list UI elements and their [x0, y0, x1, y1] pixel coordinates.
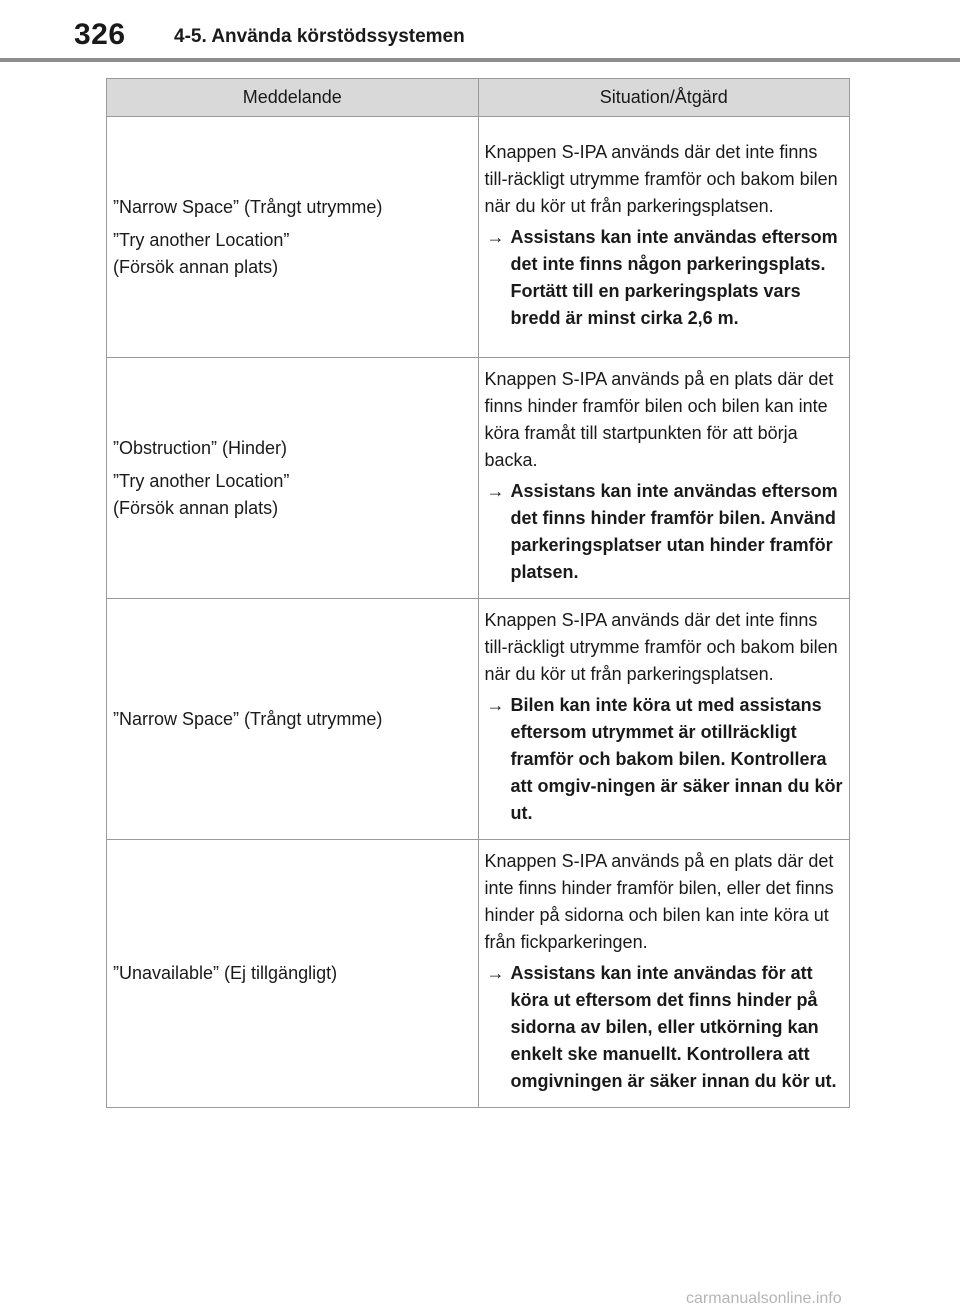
action-text: [485, 224, 844, 332]
page-number: 326: [74, 18, 126, 51]
action-text: [485, 692, 844, 827]
message-text: ”Narrow Space” (Trångt utrymme): [113, 196, 383, 217]
situation-text: Knappen S-IPA används på en plats där det inte finns hinder framför bilen, eller det finns hinder på sidorna och bilen kan inte köra ut från fickparkeringen.: [484, 851, 834, 952]
action-text: [485, 960, 844, 1095]
arrow-right-icon: →: [486, 695, 505, 715]
arrow-right-icon: →: [486, 963, 505, 983]
situation-cell: [478, 840, 850, 1108]
section-title: 4-5. Använda körstödssystemen: [174, 26, 465, 47]
situation-text: Knappen S-IPA används där det inte finns till-räckligt utrymme framför och bakom bilen när du kör ut från parkeringsplatsen.: [484, 610, 838, 684]
message-text: ”Narrow Space” (Trångt utrymme): [113, 708, 383, 729]
table-header-row: [107, 79, 850, 117]
situation-text: Knappen S-IPA används där det inte finns till-räckligt utrymme framför och bakom bilen när du kör ut från parkeringsplatsen.: [484, 141, 838, 216]
situation-cell: [478, 599, 850, 840]
action-label: Assistans kan inte användas eftersom det finns hinder framför bilen. Använd parkeringsplatser utan hinder framför platsen.: [510, 481, 838, 582]
arrow-right-icon: →: [486, 481, 505, 501]
action-text: [485, 478, 844, 586]
column-header-situation: Situation/Åtgärd: [478, 79, 850, 117]
message-cell: [107, 840, 479, 1108]
situation-cell: [478, 117, 850, 358]
action-label: Bilen kan inte köra ut med assistans eftersom utrymmet är otillräckligt framför och bakom bilen. Kontrollera att omgiv-ningen är säker innan du kör ut.: [510, 695, 843, 823]
situation-text: Knappen S-IPA används på en plats där det finns hinder framför bilen och bilen kan inte köra framåt till startpunkten för att börja backa.: [484, 369, 834, 470]
action-label: Assistans kan inte användas eftersom det inte finns någon parkeringsplats. Fortätt till en parkeringsplats vars bredd är minst cirka 2,6 m.: [510, 226, 838, 328]
message-cell: [107, 599, 479, 840]
message-cell: [107, 117, 479, 358]
message-text: ”Try another Location” (Försök annan plats): [113, 470, 290, 518]
page-header: [0, 0, 960, 62]
message-cell: [107, 358, 479, 599]
table-row: [107, 117, 850, 358]
message-table-container: [106, 78, 850, 1108]
table-row: [107, 840, 850, 1108]
message-text: ”Obstruction” (Hinder): [113, 437, 288, 458]
message-text: ”Unavailable” (Ej tillgängligt): [113, 963, 338, 983]
column-header-message: Meddelande: [107, 79, 479, 117]
table-row: [107, 599, 850, 840]
site-watermark: carmanualsonline.info: [686, 1290, 842, 1307]
message-text: ”Try another Location” (Försök annan plats): [113, 229, 290, 277]
situation-cell: [478, 358, 850, 599]
arrow-right-icon: →: [486, 226, 505, 247]
table-row: [107, 358, 850, 599]
action-label: Assistans kan inte användas för att köra ut eftersom det finns hinder på sidorna av bilen, eller utkörning kan enkelt ske manuellt. Kontrollera att omgivningen är säker innan du kör ut.: [510, 963, 837, 1091]
message-table: [106, 78, 850, 1108]
header-divider: [0, 58, 960, 62]
